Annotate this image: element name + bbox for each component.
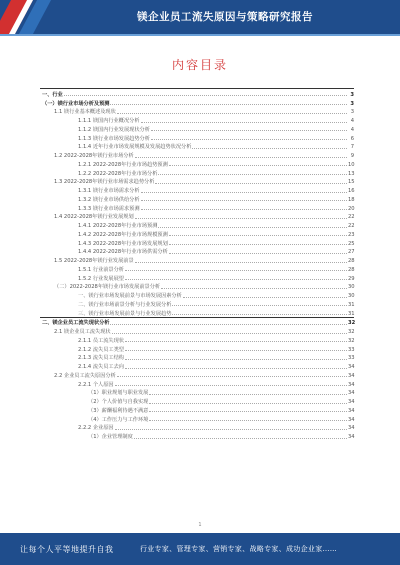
toc-entry-page: 3 xyxy=(350,91,354,98)
toc-entry[interactable] xyxy=(40,150,354,159)
toc-entry-page: 10 xyxy=(348,161,355,168)
toc-entry[interactable] xyxy=(40,361,354,370)
toc-leader-dots xyxy=(115,428,347,430)
toc-entry-title: 1.2 2022-2028年镁行业市场分析 xyxy=(54,153,134,159)
toc-entry-title: 1.1.3 镁行业市场发展趋势分析 xyxy=(78,135,150,142)
toc-leader-dots xyxy=(135,217,347,219)
toc-entry-page: 34 xyxy=(348,407,355,414)
toc-entry[interactable] xyxy=(40,344,354,353)
toc-entry-page: 30 xyxy=(348,293,355,299)
toc-leader-dots xyxy=(149,410,347,412)
toc-entry-page: 3 xyxy=(350,100,354,107)
toc-entry[interactable] xyxy=(40,431,354,440)
toc-entry-title: 1.4 2022-2028年镁行业发展规划 xyxy=(54,214,134,221)
toc-entry-page: 34 xyxy=(348,381,355,388)
toc-entry[interactable] xyxy=(40,264,354,273)
toc-leader-dots xyxy=(158,226,347,228)
toc-leader-dots xyxy=(141,121,347,123)
toc-entry-title: 1.4.1 2022-2028年行业市场预测 xyxy=(78,223,158,229)
toc-entry-title: 二、镁行业市场前景分析与行业发展分析 xyxy=(78,301,172,308)
toc-entry[interactable] xyxy=(40,177,354,186)
toc-entry-page: 13 xyxy=(348,170,355,177)
toc-entry-title: 1.5.1 行业前景分析 xyxy=(78,266,124,273)
toc-entry-page: 31 xyxy=(348,310,355,317)
toc-entry[interactable] xyxy=(40,335,354,344)
toc-leader-dots xyxy=(149,402,347,404)
toc-leader-dots xyxy=(149,419,347,421)
toc-entry-page: 32 xyxy=(348,320,356,327)
toc-entry-title: 1.3.2 镁行业市场供给分析 xyxy=(78,196,140,203)
toc-entry[interactable] xyxy=(40,124,354,133)
toc-leader-dots xyxy=(155,182,347,184)
toc-heading: 内容目录 xyxy=(171,58,228,72)
toc-entry-title: （二）2022-2028年镁行业市场发展前景分析 xyxy=(54,284,161,291)
toc-entry-title: 二、镁企业员工流失现状分析 xyxy=(42,320,110,327)
toc-leader-dots xyxy=(125,358,347,360)
toc-entry-title: 三、镁行业市场发展前景与行业发展趋势 xyxy=(78,310,172,317)
toc-entry-page: 34 xyxy=(348,425,355,432)
toc-entry-page: 33 xyxy=(348,346,355,353)
toc-entry[interactable] xyxy=(40,290,354,299)
toc-entry[interactable] xyxy=(40,88,354,98)
toc-entry-title: 1.5.2 行业发展展望 xyxy=(78,275,124,282)
toc-leader-dots xyxy=(110,103,347,105)
toc-entry-page: 34 xyxy=(348,399,355,405)
toc-leader-dots xyxy=(125,367,347,369)
toc-entry-title: 1.1 镁行业基本概述及现状 xyxy=(54,109,116,116)
toc-entry[interactable] xyxy=(40,353,354,362)
toc-leader-dots xyxy=(125,269,347,271)
toc-entry-page: 9 xyxy=(350,153,354,159)
toc-leader-dots xyxy=(125,349,347,351)
toc-entry-page: 34 xyxy=(348,364,355,370)
toc-entry-title: （一）镁行业市场分析及预测 xyxy=(42,100,110,107)
toc-entry-title: 2.1.2 流失员工类型 xyxy=(78,346,124,353)
toc-entry-page: 4 xyxy=(350,126,354,133)
toc-leader-dots xyxy=(169,252,347,254)
footer-band xyxy=(0,533,400,565)
toc-leader-dots xyxy=(183,296,347,298)
toc-entry-page: 23 xyxy=(348,231,355,238)
toc-entry-page: 34 xyxy=(348,372,355,379)
toc-entry-title: 2.2 企业员工流失原因分析 xyxy=(54,372,116,379)
toc-entry-title: 1.4.4 2022-2028年行业市场供需分析 xyxy=(78,249,168,256)
toc-entry[interactable] xyxy=(40,203,354,212)
toc-entry-title: 2.1.1 员工流失现状 xyxy=(78,337,124,344)
toc-entry-page: 3 xyxy=(350,109,354,116)
toc-leader-dots xyxy=(134,437,347,439)
toc-entry[interactable] xyxy=(40,185,354,194)
toc-entry-page: 29 xyxy=(348,275,355,282)
toc-leader-dots xyxy=(172,304,347,306)
toc-entry-page: 28 xyxy=(348,258,355,264)
toc-leader-dots xyxy=(110,323,347,325)
toc-entry[interactable] xyxy=(40,299,354,308)
toc-entry-title: 1.2.2 2022-2028年行业市场分析 xyxy=(78,170,158,177)
toc-entry[interactable] xyxy=(40,282,354,291)
toc-entry[interactable] xyxy=(40,326,354,335)
toc-entry-page: 34 xyxy=(348,434,355,440)
toc-entry-page: 27 xyxy=(348,249,355,256)
toc-entry-title: 2.1 镁企业员工流失现状 xyxy=(54,329,111,335)
toc-entry[interactable] xyxy=(40,212,354,221)
toc-entry[interactable] xyxy=(40,220,354,229)
toc-entry-page: 7 xyxy=(350,144,354,151)
toc-entry[interactable] xyxy=(40,159,354,168)
toc-leader-dots xyxy=(135,261,347,263)
toc-entry[interactable] xyxy=(40,238,354,247)
toc-entry-page: 16 xyxy=(348,188,355,194)
toc-entry-title: 1.5 2022-2028年镁行业发展前景 xyxy=(54,258,134,264)
toc-leader-dots xyxy=(141,191,347,193)
toc-entry[interactable] xyxy=(40,115,354,124)
toc-leader-dots xyxy=(117,375,347,377)
toc-entry-page: 32 xyxy=(348,337,355,344)
toc-leader-dots xyxy=(117,112,347,114)
toc-leader-dots xyxy=(125,278,347,280)
toc-entry[interactable] xyxy=(40,107,354,116)
toc-leader-dots xyxy=(192,147,347,149)
toc-entry[interactable] xyxy=(40,414,354,423)
toc-entry[interactable] xyxy=(40,396,354,405)
toc-leader-dots xyxy=(169,234,347,236)
toc-entry-page: 6 xyxy=(350,135,354,142)
toc-entry[interactable] xyxy=(40,388,354,397)
toc-leader-dots xyxy=(151,129,347,131)
header-band xyxy=(0,0,400,34)
toc-entry-page: 31 xyxy=(348,301,355,308)
toc-entry[interactable] xyxy=(40,168,354,177)
toc-leader-dots xyxy=(135,156,347,158)
toc-leader-dots xyxy=(112,332,347,334)
toc-leader-dots xyxy=(151,138,347,140)
toc-entry-page: 22 xyxy=(348,223,355,229)
toc-entry-page: 4 xyxy=(350,118,354,124)
toc-entry-page: 34 xyxy=(348,416,355,423)
toc-entry-title: 2.2.1 个人原因 xyxy=(78,381,114,388)
toc-entry-title: 2.2.2 企业原因 xyxy=(78,425,114,432)
table-of-contents xyxy=(40,88,354,440)
toc-entry-page: 20 xyxy=(348,205,355,212)
toc-entry-title: （4）工作压力与工作环境 xyxy=(88,416,149,423)
toc-entry-page: 30 xyxy=(348,284,355,291)
toc-entry[interactable] xyxy=(40,142,354,151)
toc-entry-page: 34 xyxy=(348,390,355,397)
toc-entry-page: 25 xyxy=(348,240,355,247)
toc-entry-page: 32 xyxy=(348,329,355,335)
page-marker: 1 xyxy=(198,522,202,528)
toc-entry-title: 1.1.4 近年行业市场发展规模及发展趋势状况分析 xyxy=(78,144,192,151)
toc-entry[interactable] xyxy=(40,247,354,256)
toc-leader-dots xyxy=(169,164,347,166)
toc-entry-title: 1.1.1 镁国内行业概况分析 xyxy=(78,118,140,124)
toc-leader-dots xyxy=(125,340,347,342)
toc-entry-title: （3）薪酬福利待遇不满意 xyxy=(88,407,149,414)
document-title: 镁企业员工流失原因与策略研究报告 xyxy=(137,11,313,23)
toc-leader-dots xyxy=(158,173,347,175)
toc-entry-title: 1.1.2 镁国内行业发展现状分析 xyxy=(78,126,150,133)
toc-entry-title: 2.1.4 流失员工去向 xyxy=(78,364,124,370)
toc-entry-title: （1）企业管理制度 xyxy=(88,434,133,440)
toc-entry[interactable] xyxy=(40,370,354,379)
toc-entry[interactable] xyxy=(40,133,354,142)
toc-entry[interactable] xyxy=(40,194,354,203)
footer-tagline: 行业专家、管理专家、营销专家、战略专家、成功企业家…… xyxy=(140,545,338,553)
toc-entry[interactable] xyxy=(40,229,354,238)
header-divider xyxy=(0,34,400,36)
toc-entry-page: 15 xyxy=(348,179,355,186)
toc-entry[interactable] xyxy=(40,405,354,414)
toc-entry-page: 28 xyxy=(348,266,355,273)
toc-entry-page: 18 xyxy=(348,196,355,203)
footer-slogan: 让每个人平等地提升自我 xyxy=(20,545,114,554)
toc-leader-dots xyxy=(141,208,347,210)
toc-entry[interactable] xyxy=(40,98,354,107)
toc-entry-title: （2）个人价值与自我实现 xyxy=(88,399,149,405)
toc-entry-title: 1.4.3 2022-2028年行业市场发展规划 xyxy=(78,240,168,247)
toc-entry-title: 一、行业 xyxy=(42,91,63,98)
toc-leader-dots xyxy=(64,94,347,96)
toc-entry-title: 1.3.3 镁行业市场需求预测 xyxy=(78,205,140,212)
toc-entry[interactable] xyxy=(40,379,354,388)
toc-leader-dots xyxy=(161,287,347,289)
toc-leader-dots xyxy=(141,199,347,201)
toc-entry-page: 33 xyxy=(348,355,355,362)
toc-entry[interactable] xyxy=(40,423,354,432)
toc-leader-dots xyxy=(172,313,347,315)
toc-entry-title: 1.3 2022-2028年镁行业市场需求趋势分析 xyxy=(54,179,155,186)
toc-entry-title: （1）职业规划与职业发展 xyxy=(88,390,149,397)
toc-entry-title: 1.2.1 2022-2028年行业市场趋势预测 xyxy=(78,161,168,168)
toc-entry-page: 22 xyxy=(348,214,355,221)
toc-entry-title: 1.4.2 2022-2028年行业市场规模预测 xyxy=(78,231,168,238)
toc-entry[interactable] xyxy=(40,255,354,264)
toc-leader-dots xyxy=(169,243,347,245)
toc-entry-title: 1.3.1 镁行业市场需求分析 xyxy=(78,188,140,194)
toc-leader-dots xyxy=(115,384,347,386)
toc-entry-title: 一、镁行业市场发展前景与市场发展因素分析 xyxy=(78,293,182,299)
toc-entry[interactable] xyxy=(40,317,354,327)
toc-entry[interactable] xyxy=(40,273,354,282)
toc-leader-dots xyxy=(149,393,347,395)
toc-entry-title: 2.1.3 流失员工结构 xyxy=(78,355,124,362)
toc-entry[interactable] xyxy=(40,308,354,317)
